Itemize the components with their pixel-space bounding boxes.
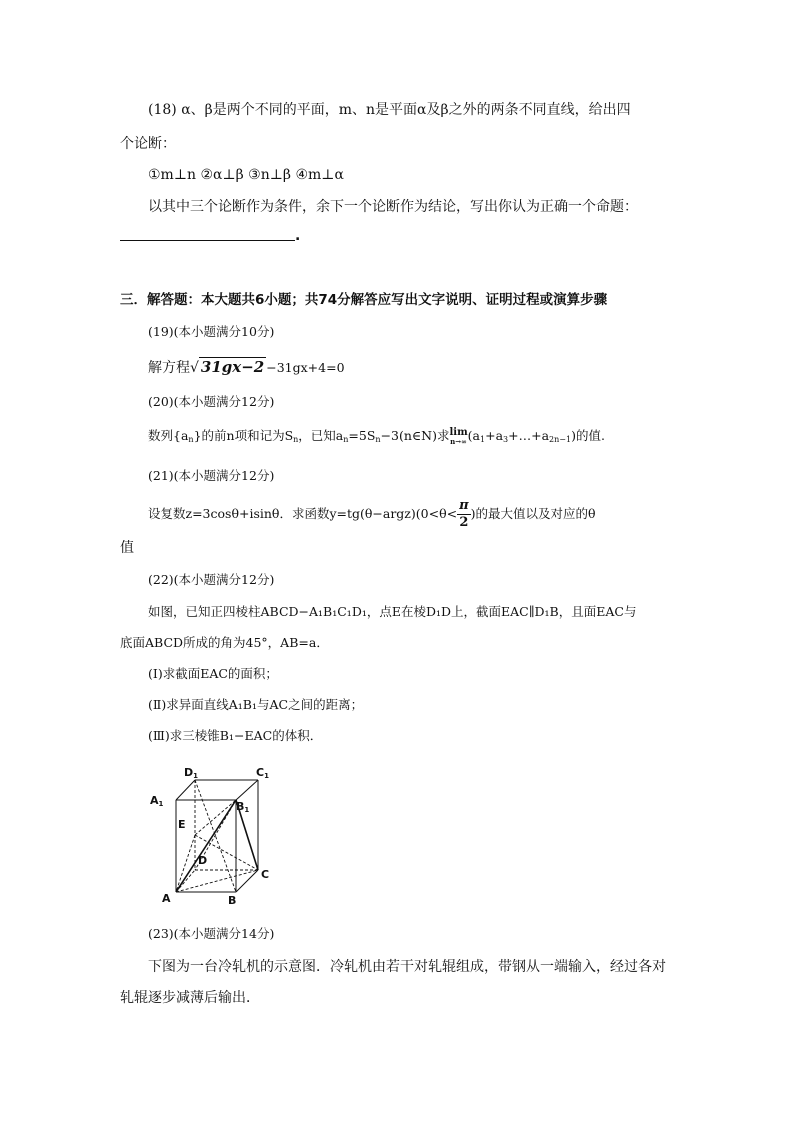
q19-radicand: 31gx−2 [200,358,265,376]
q20-statement [148,426,605,450]
q20-sub-n: n [188,435,194,444]
q20-sub-n3: n [343,435,349,444]
q20-sub-2n1: 2n−1 [549,435,572,444]
q22-item3: (Ⅲ)求三棱锥B₁−EAC的体积． [148,728,323,743]
q23-line1: 下图为一台冷轧机的示意图．冷轧机由若干对轧辊组成，带钢从一端输入，经过各对 [148,959,666,975]
label-c1: C1 [256,766,269,780]
q20-part9: )的值. [571,428,605,443]
label-b: B [228,894,237,907]
q20-sub-n4: n [375,435,381,444]
diag-d1-b [195,780,236,892]
q22-item2: (Ⅱ)求异面直线A₁B₁与AC之间的距离； [148,697,364,712]
q21-frac-den: 2 [459,515,469,530]
q18-prompt: 以其中三个论断作为条件，余下一个论断作为结论，写出你认为正确一个命题： [148,199,638,215]
q22-line2: 底面ABCD所成的角为45°，AB=a． [120,635,329,650]
q20-part2: }的前n项和记为S [193,428,294,443]
q20-part8: +…+a [508,428,550,443]
q20-lim-bottom: n→∞ [450,436,467,446]
q19-equation [148,357,345,378]
q18-options: ①m⊥n ②α⊥β ③n⊥β ④m⊥α [148,167,344,183]
q21-frac-num: π [459,498,469,513]
q22-header: (22)(本小题满分12分) [148,572,275,587]
q20-part1: 数列{a [148,428,189,443]
q20-header: (20)(本小题满分12分) [148,394,275,409]
line-e-b1 [195,800,236,835]
q21-statement [148,497,596,531]
edge-b-c [236,870,258,892]
label-d: D [198,854,208,867]
q20-sub-n2: n [293,435,299,444]
section3-heading: 三．解答题：本大题共6小题；共74分解答应写出文字说明、证明过程或演算步骤 [120,292,608,308]
label-e: E [178,818,186,831]
q20-sub-1: 1 [480,435,486,444]
q20-part3: ，已知a [298,428,344,443]
q18-line1: (18) α、β是两个不同的平面，m、n是平面α及β之外的两条不同直线，给出四 [148,102,631,118]
q20-part4: =5S [348,428,376,443]
q20-part5: −3(n∈N)求 [380,428,450,443]
q23-line2: 轧辊逐步减薄后输出． [120,990,260,1006]
q22-line1: 如图，已知正四棱柱ABCD−A₁B₁C₁D₁，点E在棱D₁D上，截面EAC∥D₁B，且面EAC与 [148,604,637,619]
q18-end-mark: . [295,228,301,244]
q18-answer-blank [120,240,295,241]
label-c: C [261,868,270,881]
edge-c1-b1 [236,780,258,800]
q20-part6: (a [467,428,481,443]
q19-tail: −31gx+4=0 [266,360,345,375]
q20-part7: +a [485,428,504,443]
label-a: A [162,892,171,905]
prism-figure [140,760,290,910]
label-d1: D1 [184,766,199,780]
q21-text-b: )的最大值以及对应的θ [470,506,596,521]
q21-header: (21)(本小题满分12分) [148,468,275,483]
q20-lim-top: lim [449,426,468,438]
q23-header: (23)(本小题满分14分) [148,926,275,941]
q20-sub-3: 3 [503,435,509,444]
q20-limit-symbol [449,428,467,446]
q19-lead: 解方程 [148,360,190,376]
q21-text-a: 设复数z=3cosθ+isinθ．求函数y=tg(θ−argz)(0<θ< [148,506,458,521]
q21-fraction [457,498,471,531]
q18-line2: 个论断： [120,136,176,152]
label-b1: B1 [236,800,250,814]
q21-text-c: 值 [120,540,134,556]
edge-a1-d1 [176,780,195,800]
label-a1: A1 [150,794,164,808]
q22-item1: (Ⅰ)求截面EAC的面积； [148,666,278,681]
line-e-a [176,835,195,892]
sqrt-symbol: √ 31gx−2 [190,358,265,376]
q19-header: (19)(本小题满分10分) [148,324,275,339]
